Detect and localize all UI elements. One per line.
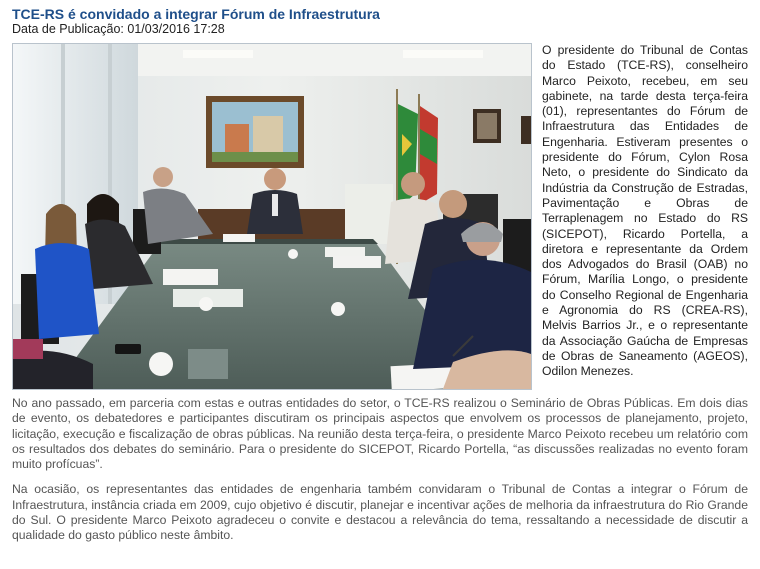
article-paragraph: Na ocasião, os representantes das entidades de engenharia também convidaram o Tribunal de Contas a integrar o Fórum de Infraestrutura, instância criada em 2009, cujo objetivo é discutir, planejar e incentivar ações de melhoria da infraestrutura do Rio Grande do Sul. O presidente Marco Peixoto agradeceu o convite e destacou a relevância do tema, ressaltando a necessidade de discutir a qualidade do gasto público neste âmbito. (12, 482, 748, 543)
publication-label: Data de Publicação: (12, 22, 124, 36)
article-body (12, 43, 748, 544)
meeting-photo-illustration (13, 44, 531, 389)
article-paragraph: No ano passado, em parceria com estas e outras entidades do setor, o TCE-RS realizou o Seminário de Obras Públicas. Em dois dias de evento, os debatedores e participantes discutiram os principais aspectos que envolvem os processos de planejamento, projeto, licitação, execução e fiscalização de obras públicas. Na reunião desta terça-feira, o presidente Marco Peixoto recebeu um relatório com os resultados dos debates do seminário. Para o presidente do SICEPOT, Ricardo Portella, “as discussões realizadas no evento foram muito profícuas”. (12, 396, 748, 472)
publication-info (12, 22, 748, 37)
publication-date: 01/03/2016 17:28 (127, 22, 225, 36)
article-title: TCE-RS é convidado a integrar Fórum de Infraestrutura (12, 6, 380, 22)
article-paragraph: O presidente do Tribunal de Contas do Estado (TCE-RS), conselheiro Marco Peixoto, recebeu, em seu gabinete, na tarde desta terça-feira (01), representantes do Fórum de Infraestrutura das Entidades de Engenharia. Estiveram presentes o presidente do Fórum, Cylon Rosa Neto, o presidente do Sindicato da Indústria da Construção de Estradas, Pavimentação e Obras de Terraplenagem no Estado do RS (SICEPOT), Ricardo Portella, a diretora e representante da Ordem dos Advogados do Brasil (OAB) no Fórum, Marília Longo, o presidente do Conselho Regional de Engenharia e Agronomia do RS (CREA-RS), Melvis Barrios Jr., e o representante da Associação Gaúcha de Empresas de Obras de Saneamento (AGEOS), Odilon Menezes. (542, 43, 748, 379)
meeting-photo (12, 43, 532, 390)
